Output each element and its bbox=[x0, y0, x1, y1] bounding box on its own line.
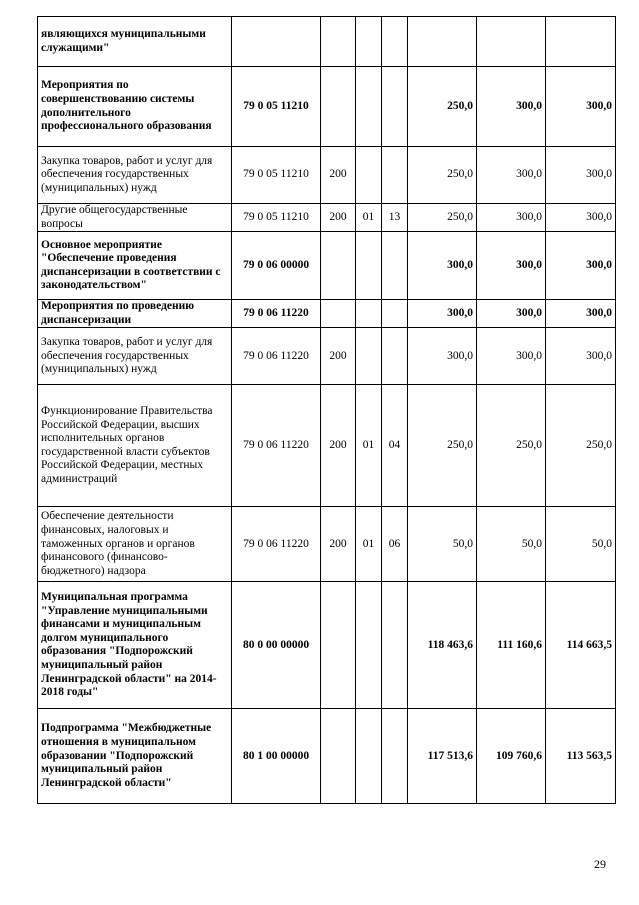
table-row bbox=[38, 385, 616, 507]
cell-expense-type bbox=[321, 709, 356, 804]
cell-amount-year2: 111 160,6 bbox=[477, 582, 546, 709]
cell-amount-year1: 300,0 bbox=[408, 300, 477, 328]
cell-target-code: 79 0 05 11210 bbox=[232, 204, 321, 232]
cell-amount-year1 bbox=[408, 17, 477, 67]
cell-subsection bbox=[382, 232, 408, 300]
cell-section bbox=[356, 232, 382, 300]
cell-section: 01 bbox=[356, 507, 382, 582]
cell-amount-year1: 250,0 bbox=[408, 204, 477, 232]
cell-target-code: 79 0 05 11210 bbox=[232, 67, 321, 147]
table-row bbox=[38, 300, 616, 328]
cell-subsection bbox=[382, 300, 408, 328]
cell-expense-type: 200 bbox=[321, 204, 356, 232]
cell-amount-year3: 300,0 bbox=[546, 232, 616, 300]
table-row bbox=[38, 204, 616, 232]
page-number: 29 bbox=[594, 857, 606, 871]
cell-section bbox=[356, 17, 382, 67]
cell-target-code: 79 0 06 11220 bbox=[232, 385, 321, 507]
table-row bbox=[38, 582, 616, 709]
cell-name: Основное мероприятие "Обеспечение проведения диспансеризации в соответствии с законодательством" bbox=[38, 232, 232, 300]
cell-amount-year2: 300,0 bbox=[477, 300, 546, 328]
cell-amount-year2: 250,0 bbox=[477, 385, 546, 507]
cell-section: 01 bbox=[356, 204, 382, 232]
cell-amount-year2: 300,0 bbox=[477, 204, 546, 232]
cell-amount-year1: 250,0 bbox=[408, 67, 477, 147]
cell-name: Другие общегосударственные вопросы bbox=[38, 204, 232, 232]
cell-subsection bbox=[382, 17, 408, 67]
cell-name: Подпрограмма "Межбюджетные отношения в муниципальном образовании "Подпорожский муниципальный район Ленинградской области" bbox=[38, 709, 232, 804]
cell-target-code: 79 0 06 00000 bbox=[232, 232, 321, 300]
table-row bbox=[38, 147, 616, 204]
cell-amount-year3: 250,0 bbox=[546, 385, 616, 507]
cell-section bbox=[356, 147, 382, 204]
cell-target-code: 79 0 06 11220 bbox=[232, 328, 321, 385]
cell-amount-year2: 50,0 bbox=[477, 507, 546, 582]
cell-amount-year2: 300,0 bbox=[477, 67, 546, 147]
cell-amount-year3 bbox=[546, 17, 616, 67]
cell-amount-year1: 50,0 bbox=[408, 507, 477, 582]
cell-section: 01 bbox=[356, 385, 382, 507]
cell-name: Мероприятия по проведению диспансеризации bbox=[38, 300, 232, 328]
cell-expense-type bbox=[321, 17, 356, 67]
cell-subsection bbox=[382, 328, 408, 385]
cell-section bbox=[356, 300, 382, 328]
cell-amount-year2: 109 760,6 bbox=[477, 709, 546, 804]
cell-subsection bbox=[382, 582, 408, 709]
budget-table bbox=[37, 16, 616, 804]
cell-amount-year3: 300,0 bbox=[546, 147, 616, 204]
cell-name: Обеспечение деятельности финансовых, налоговых и таможенных органов и органов финансового (финансово-бюджетного) надзора bbox=[38, 507, 232, 582]
cell-name: Функционирование Правительства Российской Федерации, высших исполнительных органов государственной власти субъектов Российской Федерации, местных администраций bbox=[38, 385, 232, 507]
cell-target-code: 79 0 06 11220 bbox=[232, 300, 321, 328]
cell-expense-type bbox=[321, 232, 356, 300]
cell-amount-year3: 300,0 bbox=[546, 328, 616, 385]
cell-amount-year1: 250,0 bbox=[408, 147, 477, 204]
cell-amount-year1: 300,0 bbox=[408, 232, 477, 300]
cell-amount-year3: 300,0 bbox=[546, 67, 616, 147]
cell-amount-year2: 300,0 bbox=[477, 328, 546, 385]
cell-name: Мероприятия по совершенствованию системы дополнительного профессионального образования bbox=[38, 67, 232, 147]
cell-name: Закупка товаров, работ и услуг для обеспечения государственных (муниципальных) нужд bbox=[38, 328, 232, 385]
cell-amount-year3: 50,0 bbox=[546, 507, 616, 582]
cell-amount-year1: 250,0 bbox=[408, 385, 477, 507]
cell-amount-year3: 114 663,5 bbox=[546, 582, 616, 709]
cell-expense-type: 200 bbox=[321, 328, 356, 385]
table-row bbox=[38, 17, 616, 67]
cell-amount-year1: 117 513,6 bbox=[408, 709, 477, 804]
cell-expense-type: 200 bbox=[321, 507, 356, 582]
cell-expense-type bbox=[321, 582, 356, 709]
cell-name: Закупка товаров, работ и услуг для обеспечения государственных (муниципальных) нужд bbox=[38, 147, 232, 204]
table-row bbox=[38, 232, 616, 300]
cell-amount-year2: 300,0 bbox=[477, 147, 546, 204]
cell-section bbox=[356, 709, 382, 804]
table-body bbox=[38, 17, 616, 804]
cell-expense-type bbox=[321, 300, 356, 328]
cell-subsection: 06 bbox=[382, 507, 408, 582]
cell-target-code: 80 1 00 00000 bbox=[232, 709, 321, 804]
cell-expense-type: 200 bbox=[321, 385, 356, 507]
cell-expense-type bbox=[321, 67, 356, 147]
cell-amount-year1: 118 463,6 bbox=[408, 582, 477, 709]
cell-amount-year3: 300,0 bbox=[546, 204, 616, 232]
cell-target-code: 79 0 06 11220 bbox=[232, 507, 321, 582]
cell-amount-year3: 300,0 bbox=[546, 300, 616, 328]
cell-section bbox=[356, 67, 382, 147]
cell-target-code: 79 0 05 11210 bbox=[232, 147, 321, 204]
cell-subsection: 13 bbox=[382, 204, 408, 232]
cell-subsection bbox=[382, 67, 408, 147]
cell-subsection bbox=[382, 147, 408, 204]
cell-section bbox=[356, 582, 382, 709]
table-row bbox=[38, 328, 616, 385]
cell-amount-year2 bbox=[477, 17, 546, 67]
cell-subsection bbox=[382, 709, 408, 804]
table-row bbox=[38, 507, 616, 582]
cell-target-code: 80 0 00 00000 bbox=[232, 582, 321, 709]
cell-name: являющихся муниципальными служащими" bbox=[38, 17, 232, 67]
cell-amount-year1: 300,0 bbox=[408, 328, 477, 385]
table-row bbox=[38, 709, 616, 804]
cell-expense-type: 200 bbox=[321, 147, 356, 204]
cell-name: Муниципальная программа "Управление муниципальными финансами и муниципальным долгом муниципального образования "Подпорожский муниципальный район Ленинградской области" на 2014-2018 годы" bbox=[38, 582, 232, 709]
cell-amount-year2: 300,0 bbox=[477, 232, 546, 300]
table-row bbox=[38, 67, 616, 147]
cell-section bbox=[356, 328, 382, 385]
cell-amount-year3: 113 563,5 bbox=[546, 709, 616, 804]
cell-subsection: 04 bbox=[382, 385, 408, 507]
cell-target-code bbox=[232, 17, 321, 67]
